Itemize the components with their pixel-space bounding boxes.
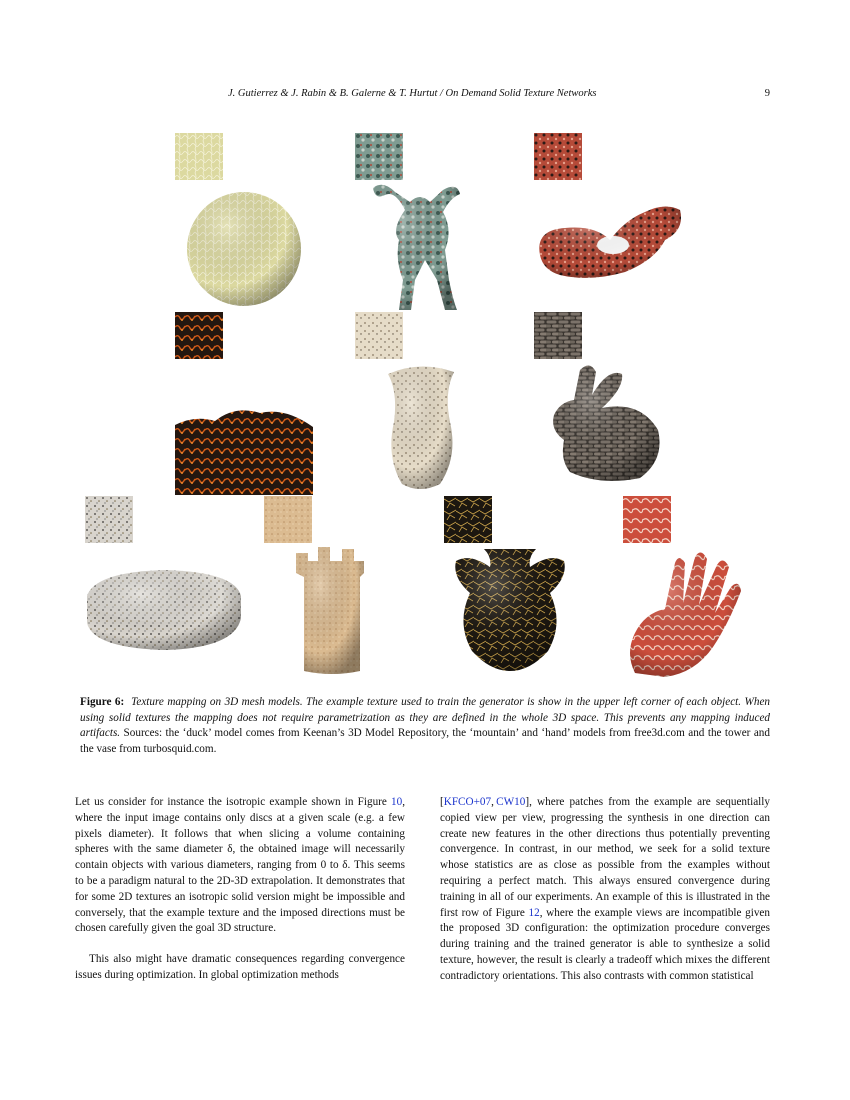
paragraph: [KFCO+07, CW10], where patches from the example are sequentially copied view per view, progressing the synthesis in one direction can create new features in the other directions thus potentially preventing convergence. In contrast, in our method, we seek for a solid texture whose statistics are as close as possible from the examples without requiring a perfect match. This always ensured convergence during training in all of our experiments. An example of this is illustrated in the first row of Figure 12, where the example views are incompatible given the proposed 3D configuration: the optimization procedure converges during training and the trained generator is able to synthesize a solid texture, however, the result is clearly a tradeoff which mixes the different contradictory orientations. This also contrasts with common statistical xyxy=(440,796,770,982)
dark-marble-texture-swatch xyxy=(444,496,492,543)
vase-object xyxy=(450,543,570,673)
citation-cw10-link[interactable]: CW10 xyxy=(496,796,526,808)
vase-shape-object xyxy=(380,362,460,492)
figure-10-link[interactable]: 10 xyxy=(391,796,403,808)
lava-texture-swatch xyxy=(175,312,223,359)
red-granite-texture-swatch xyxy=(534,133,582,180)
figure-12-link[interactable]: 12 xyxy=(528,906,540,919)
disc-object xyxy=(85,568,243,653)
caption-italic-text: Texture mapping on 3D mesh models. The example texture used to train the generator is show in the upper left corner of each object. When using solid textures the mapping does not require parametrization as they are defined in the whole 3D space. This prevents any mapping induced artifacts. xyxy=(80,696,770,739)
mountain-object xyxy=(175,405,313,495)
tower-object xyxy=(292,543,372,678)
citation-kfco07-link[interactable]: KFCO+07 xyxy=(443,796,492,808)
granite-texture-swatch xyxy=(85,496,133,543)
stone-wall-texture-swatch xyxy=(534,312,582,359)
page-number: 9 xyxy=(764,88,770,99)
figure-caption xyxy=(80,695,770,757)
green-stone-texture-swatch xyxy=(355,133,403,180)
bunny-object xyxy=(540,360,665,485)
red-marble-texture-swatch xyxy=(623,496,671,543)
sandstone-texture-swatch xyxy=(264,496,312,543)
sphere-object xyxy=(185,190,303,308)
caption-sources: Sources: the ‘duck’ model comes from Keenan’s 3D Model Repository, the ‘mountain’ and ‘hand’ models from free3d.com and the tower and the vase from turbosquid.com. xyxy=(80,727,770,755)
paragraph: Let us consider for instance the isotropic example shown in Figure 10, where the input image contains only discs at a given scale (e.g. a few pixels diameter). It follows that when slicing a volume containing spheres with the same diameter δ, the obtained image will necessarily contain objects with various diameters, ranging from 0 to δ. This seems to be a paradigm natural to the 2D-3D extrapolation. It demonstrates that for some 2D textures an isotropic solid version might be impossible and conversely, that the example texture and the imposed directions must be chosen carefully given the goal 3D structure. xyxy=(75,796,405,935)
hand-object xyxy=(625,543,745,678)
paragraph: This also might have dramatic consequences regarding convergence issues during optimization. In global optimization methods xyxy=(75,953,405,981)
left-column xyxy=(75,795,405,984)
melon-texture-swatch xyxy=(175,133,223,180)
duck-object xyxy=(535,200,685,282)
running-title: J. Gutierrez & J. Rabin & B. Galerne & T. Hurtut / On Demand Solid Texture Networks xyxy=(228,88,597,99)
figure-label: Figure 6: xyxy=(80,696,125,708)
right-column xyxy=(440,795,770,985)
beige-granite-texture-swatch xyxy=(355,312,403,359)
armadillo-object xyxy=(365,180,465,315)
